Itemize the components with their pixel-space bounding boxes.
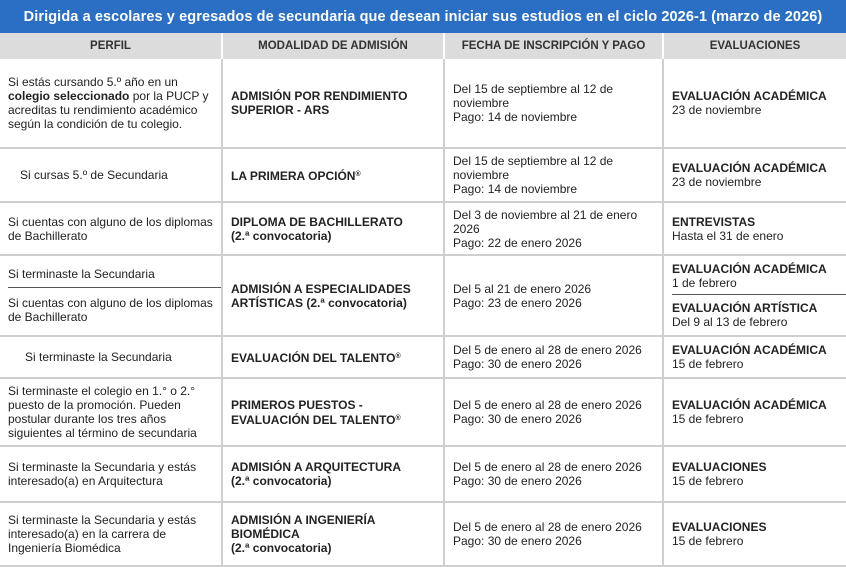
evaluacion-title: EVALUACIÓN ACADÉMICA	[672, 398, 827, 412]
evaluacion-date: Hasta el 31 de enero	[672, 228, 784, 243]
evaluacion-title: EVALUACIÓN ACADÉMICA	[672, 161, 827, 175]
inscripcion-dates: Del 15 de septiembre al 12 de noviembre	[453, 154, 614, 182]
header-evaluaciones: EVALUACIONES	[663, 33, 846, 59]
evaluacion-cell	[663, 255, 846, 336]
evaluacion-block	[672, 262, 846, 295]
perfil-text: Si terminaste la Secundaria y estás interesado(a) en la carrera de Ingeniería Biomédica	[8, 513, 197, 555]
fecha-cell	[444, 378, 663, 446]
modalidad-cell	[222, 378, 444, 446]
evaluacion-title: EVALUACIONES	[672, 460, 767, 474]
pago-date: Pago: 23 de enero 2026	[453, 295, 582, 310]
modalidad-cell	[222, 59, 444, 148]
evaluacion-cell	[663, 59, 846, 148]
pago-date: Pago: 14 de noviembre	[453, 110, 578, 124]
perfil-text: Si cursas 5.º de Secundaria	[20, 168, 168, 182]
admission-table	[0, 33, 846, 567]
evaluacion-date: 23 de noviembre	[672, 103, 762, 117]
modalidad-cell	[222, 336, 444, 378]
perfil-cell	[0, 59, 222, 148]
perfil-cell	[0, 255, 222, 336]
convocatoria-label: (2.ª convocatoria)	[231, 228, 332, 243]
evaluacion-date: 15 de febrero	[672, 412, 744, 426]
inscripcion-dates: Del 5 de enero al 28 de enero 2026	[453, 460, 642, 474]
perfil-cell	[0, 502, 222, 566]
perfil-cell	[0, 378, 222, 446]
modalidad-name: DIPLOMA DE BACHILLERATO	[231, 214, 403, 229]
perfil-text: Si terminaste la Secundaria	[25, 350, 172, 364]
table-row	[0, 59, 846, 148]
inscripcion-dates: Del 5 al 21 de enero 2026	[453, 281, 592, 296]
perfil-text: Si terminaste la Secundaria	[8, 267, 221, 288]
fecha-cell	[444, 202, 663, 255]
perfil-text: Si terminaste la Secundaria y estás interesado(a) en Arquitectura	[8, 460, 197, 488]
perfil-text: Si cuentas con alguno de los diplomas de Bachillerato	[8, 214, 213, 243]
registered-mark: ®	[395, 414, 401, 422]
registered-mark: ®	[395, 352, 401, 360]
evaluacion-block	[672, 295, 838, 329]
inscripcion-dates: Del 3 de noviembre al 21 de enero 2026	[453, 207, 638, 236]
perfil-cell	[0, 202, 222, 255]
perfil-cell	[0, 148, 222, 202]
perfil-text: Si cuentas con alguno de los diplomas de Bachillerato	[8, 296, 213, 324]
pago-date: Pago: 30 de enero 2026	[453, 412, 582, 426]
convocatoria-label: (2.ª convocatoria)	[231, 541, 332, 555]
evaluacion-cell	[663, 378, 846, 446]
pago-date: Pago: 30 de enero 2026	[453, 474, 582, 488]
fecha-cell	[444, 148, 663, 202]
evaluacion-title: EVALUACIONES	[672, 520, 767, 534]
modalidad-cell	[222, 255, 444, 336]
fecha-cell	[444, 336, 663, 378]
table-row	[0, 378, 846, 446]
modalidad-name: PRIMEROS PUESTOS - EVALUACIÓN DEL TALENTO	[231, 397, 396, 427]
evaluacion-cell	[663, 336, 846, 378]
table-row	[0, 202, 846, 255]
inscripcion-dates: Del 15 de septiembre al 12 de noviembre	[453, 82, 614, 110]
evaluacion-date: 15 de febrero	[672, 474, 744, 488]
header-perfil: PERFIL	[0, 33, 222, 59]
evaluacion-title: EVALUACIÓN ACADÉMICA	[672, 343, 827, 357]
perfil-text: Si terminaste el colegio en 1.° o 2.° puesto de la promoción. Pueden postular durante los tres años siguientes al término de secundaria	[8, 384, 197, 440]
evaluacion-cell	[663, 446, 846, 502]
table-row	[0, 446, 846, 502]
evaluacion-date: Del 9 al 13 de febrero	[672, 315, 788, 329]
modalidad-cell	[222, 502, 444, 566]
header-fecha: FECHA DE INSCRIPCIÓN Y PAGO	[444, 33, 663, 59]
header-modalidad: MODALIDAD DE ADMISIÓN	[222, 33, 444, 59]
perfil-text: por la PUCP y acreditas tu rendimiento académico según la condición de tu colegio.	[8, 89, 209, 131]
inscripcion-dates: Del 5 de enero al 28 de enero 2026	[453, 520, 642, 534]
evaluacion-cell	[663, 148, 846, 202]
evaluacion-date: 15 de febrero	[672, 357, 744, 371]
fecha-cell	[444, 255, 663, 336]
table-row	[0, 502, 846, 566]
evaluacion-cell	[663, 202, 846, 255]
evaluacion-title: EVALUACIÓN ACADÉMICA	[672, 262, 827, 276]
modalidad-cell	[222, 148, 444, 202]
inscripcion-dates: Del 5 de enero al 28 de enero 2026	[453, 398, 642, 412]
perfil-cell	[0, 336, 222, 378]
modalidad-name: ADMISIÓN A ARQUITECTURA	[231, 460, 401, 474]
perfil-cell	[0, 446, 222, 502]
fecha-cell	[444, 446, 663, 502]
pago-date: Pago: 22 de enero 2026	[453, 235, 582, 250]
modalidad-cell	[222, 202, 444, 255]
evaluacion-date: 15 de febrero	[672, 534, 744, 548]
evaluacion-title: EVALUACIÓN ACADÉMICA	[672, 89, 827, 103]
header-row	[0, 33, 846, 59]
modalidad-name: ADMISIÓN A ESPECIALIDADES ARTÍSTICAS	[231, 281, 411, 310]
modalidad-name: LA PRIMERA OPCIÓN	[231, 168, 356, 183]
inscripcion-dates: Del 5 de enero al 28 de enero 2026	[453, 343, 642, 357]
pago-date: Pago: 30 de enero 2026	[453, 534, 582, 548]
fecha-cell	[444, 59, 663, 148]
evaluacion-date: 1 de febrero	[672, 276, 737, 290]
modalidad-name: EVALUACIÓN DEL TALENTO	[231, 350, 396, 365]
perfil-text: Si estás cursando 5.º año en un	[8, 75, 178, 89]
modalidad-name: ADMISIÓN POR RENDIMIENTO SUPERIOR - ARS	[231, 89, 408, 117]
pago-date: Pago: 30 de enero 2026	[453, 357, 582, 371]
pago-date: Pago: 14 de noviembre	[453, 182, 578, 196]
table-row	[0, 148, 846, 202]
evaluacion-title: ENTREVISTAS	[672, 214, 756, 229]
modalidad-name: ADMISIÓN A INGENIERÍA BIOMÉDICA	[231, 513, 376, 541]
table-title: Dirigida a escolares y egresados de secundaria que desean iniciar sus estudios en el ciclo 2026-1 (marzo de 2026)	[0, 0, 846, 33]
evaluacion-cell	[663, 502, 846, 566]
evaluacion-title: EVALUACIÓN ARTÍSTICA	[672, 301, 818, 315]
table-row	[0, 336, 846, 378]
perfil-emphasis: colegio seleccionado	[8, 89, 130, 103]
table-row	[0, 255, 846, 336]
convocatoria-label: (2.ª convocatoria)	[306, 295, 407, 310]
convocatoria-label: (2.ª convocatoria)	[231, 474, 332, 488]
evaluacion-date: 23 de noviembre	[672, 175, 762, 189]
registered-mark: ®	[355, 170, 361, 178]
modalidad-cell	[222, 446, 444, 502]
fecha-cell	[444, 502, 663, 566]
